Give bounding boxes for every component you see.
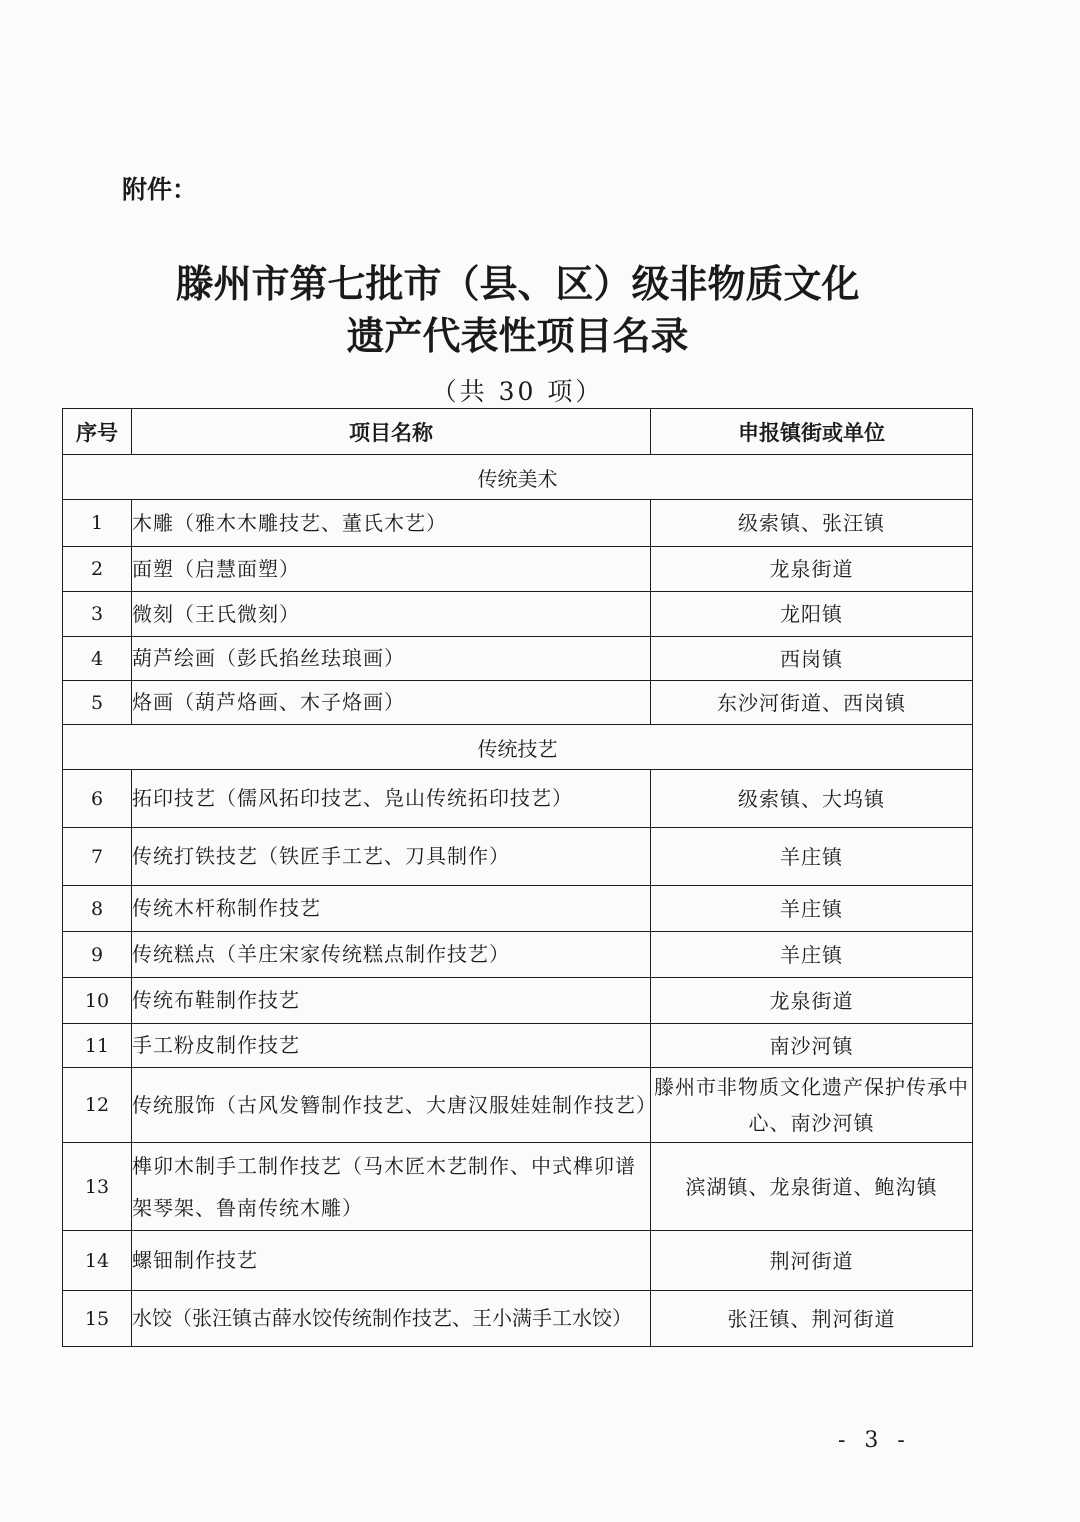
table-row xyxy=(63,828,973,886)
header-serial: 序号 xyxy=(63,409,132,455)
project-name: 水饺（张汪镇古薛水饺传统制作技艺、王小满手工水饺） xyxy=(132,1291,651,1347)
table-row xyxy=(63,1068,973,1143)
heritage-list-table xyxy=(62,408,973,1347)
project-name: 榫卯木制手工制作技艺（马木匠木艺制作、中式榫卯谱架琴架、鲁南传统木雕） xyxy=(132,1143,651,1231)
row-number: 15 xyxy=(63,1291,132,1347)
applicant-unit: 级索镇、张汪镇 xyxy=(651,500,973,547)
header-applicant-unit: 申报镇街或单位 xyxy=(651,409,973,455)
attachment-label: 附件： xyxy=(122,175,198,204)
project-name: 木雕（雅木木雕技艺、董氏木艺） xyxy=(132,500,651,547)
table-row xyxy=(63,592,973,637)
project-name: 手工粉皮制作技艺 xyxy=(132,1024,651,1068)
header-project-name: 项目名称 xyxy=(132,409,651,455)
row-number: 1 xyxy=(63,500,132,547)
category-traditional-craft: 传统技艺 xyxy=(63,725,973,770)
applicant-unit: 羊庄镇 xyxy=(651,886,973,932)
row-number: 9 xyxy=(63,932,132,978)
project-name: 微刻（王氏微刻） xyxy=(132,592,651,637)
applicant-unit: 龙泉街道 xyxy=(651,547,973,592)
row-number: 5 xyxy=(63,681,132,725)
table-header-row xyxy=(63,409,973,455)
row-number: 8 xyxy=(63,886,132,932)
document-title-line2: 遗产代表性项目名录 xyxy=(346,314,689,358)
category-traditional-art: 传统美术 xyxy=(63,455,973,500)
row-number: 14 xyxy=(63,1231,132,1291)
project-name: 传统木杆称制作技艺 xyxy=(132,886,651,932)
table-row xyxy=(63,1024,973,1068)
table-row xyxy=(63,1143,973,1231)
category-row xyxy=(63,455,973,500)
applicant-unit: 滨湖镇、龙泉街道、鲍沟镇 xyxy=(651,1143,973,1231)
page-number: - 3 - xyxy=(838,1428,911,1453)
table-row xyxy=(63,932,973,978)
project-name: 葫芦绘画（彭氏掐丝珐琅画） xyxy=(132,637,651,681)
table-row xyxy=(63,770,973,828)
applicant-unit: 级索镇、大坞镇 xyxy=(651,770,973,828)
table-row xyxy=(63,1231,973,1291)
table-row xyxy=(63,886,973,932)
table-row xyxy=(63,1291,973,1347)
applicant-unit: 滕州市非物质文化遗产保护传承中心、南沙河镇 xyxy=(651,1068,973,1143)
item-count: （共 30 项） xyxy=(431,377,604,406)
row-number: 11 xyxy=(63,1024,132,1068)
row-number: 10 xyxy=(63,978,132,1024)
project-name: 面塑（启慧面塑） xyxy=(132,547,651,592)
table-row xyxy=(63,978,973,1024)
row-number: 3 xyxy=(63,592,132,637)
applicant-unit: 龙阳镇 xyxy=(651,592,973,637)
project-name: 传统服饰（古风发簪制作技艺、大唐汉服娃娃制作技艺） xyxy=(132,1068,651,1143)
row-number: 6 xyxy=(63,770,132,828)
table-row xyxy=(63,681,973,725)
applicant-unit: 西岗镇 xyxy=(651,637,973,681)
applicant-unit: 羊庄镇 xyxy=(651,828,973,886)
project-name: 传统布鞋制作技艺 xyxy=(132,978,651,1024)
row-number: 12 xyxy=(63,1068,132,1143)
project-name: 螺钿制作技艺 xyxy=(132,1231,651,1291)
applicant-unit: 南沙河镇 xyxy=(651,1024,973,1068)
row-number: 4 xyxy=(63,637,132,681)
table-row xyxy=(63,500,973,547)
applicant-unit: 东沙河街道、西岗镇 xyxy=(651,681,973,725)
applicant-unit: 张汪镇、荆河街道 xyxy=(651,1291,973,1347)
category-row xyxy=(63,725,973,770)
applicant-unit: 羊庄镇 xyxy=(651,932,973,978)
row-number: 7 xyxy=(63,828,132,886)
project-name: 传统打铁技艺（铁匠手工艺、刀具制作） xyxy=(132,828,651,886)
project-name: 拓印技艺（儒风拓印技艺、凫山传统拓印技艺） xyxy=(132,770,651,828)
applicant-unit: 荆河街道 xyxy=(651,1231,973,1291)
table-row xyxy=(63,547,973,592)
project-name: 烙画（葫芦烙画、木子烙画） xyxy=(132,681,651,725)
document-title-line1: 滕州市第七批市（县、区）级非物质文化 xyxy=(175,262,860,306)
project-name: 传统糕点（羊庄宋家传统糕点制作技艺） xyxy=(132,932,651,978)
table-row xyxy=(63,637,973,681)
row-number: 13 xyxy=(63,1143,132,1231)
applicant-unit: 龙泉街道 xyxy=(651,978,973,1024)
row-number: 2 xyxy=(63,547,132,592)
